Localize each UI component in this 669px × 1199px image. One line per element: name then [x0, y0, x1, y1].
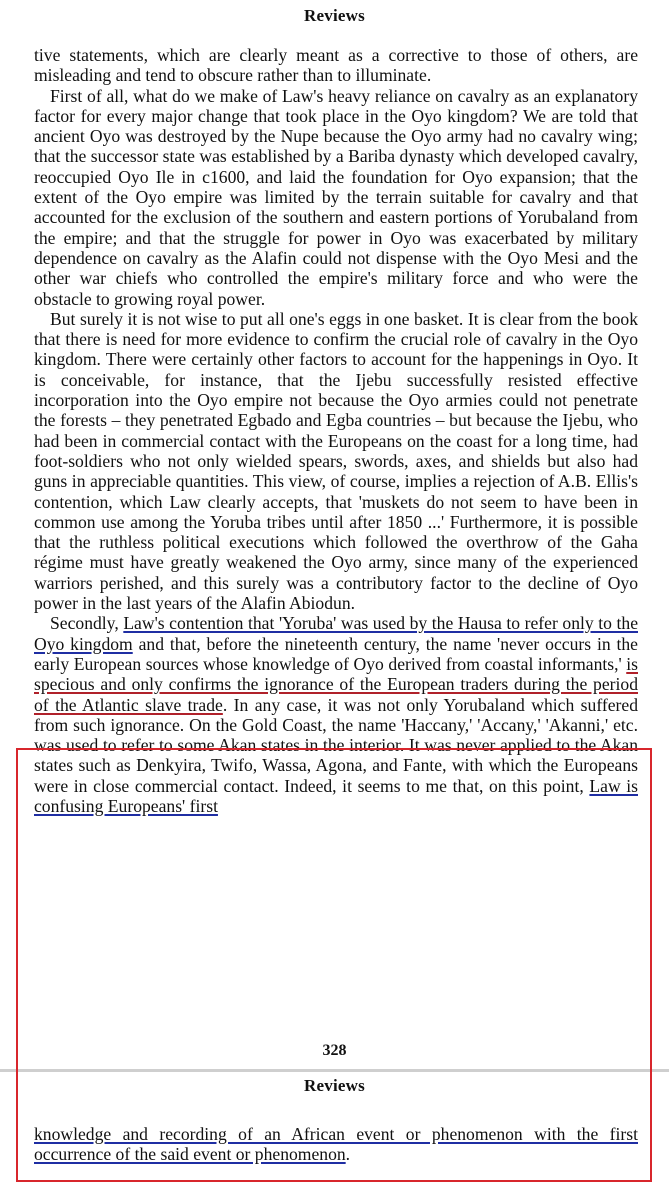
- underlined-passage: knowledge and recording of an African event or phenomenon with the first occurrence of the said event or phenomenon: [34, 1124, 638, 1165]
- page-body-top: [34, 45, 638, 816]
- running-header-bottom: Reviews: [304, 1076, 365, 1095]
- text-run: . In any case, it was not only Yorubaland which suffered from such ignorance. On the Gold Coast, the name 'Haccany,' 'Accany,' 'Akanni,' etc. was used to refer to some Akan states in the interior. It was never applied to the Akan states such as Denkyira, Twifo, Wassa, Agona, and Fante, with which the Europeans were in close commercial contact. Indeed, it seems to me that, on this point,: [34, 694, 638, 796]
- underlined-passage: is specious and only confirms the ignorance of the European traders during the period of the Atlantic slave trade: [34, 653, 638, 715]
- paragraph-cavalry: First of all, what do we make of Law's heavy reliance on cavalry as an explanatory factor for every major change that took place in the Oyo kingdom? We are told that ancient Oyo was destroyed by the Nupe because the Oyo army had no cavalry wing; that the successor state was established by a Bariba dynasty which developed cavalry, reoccupied Oyo Ile in c1600, and laid the foundation for Oyo expansion; that the extent of the Oyo empire was limited by the terrain suitable for cavalry and that accounted for the exclusion of the southern and eastern portions of Yorubaland from the empire; and that the struggle for power in Oyo was exacerbated by military dependence on cavalry as the Alafin could not dispense with the Oyo Mesi and the other war chiefs who controlled the empire's military force and who were the obstacle to growing royal power.: [34, 85, 638, 309]
- text-run: .: [345, 1144, 351, 1165]
- paragraph-continuation: tive statements, which are clearly meant as a corrective to those of others, are misleading and tend to obscure rather than to illuminate.: [34, 45, 638, 86]
- text-run: and that, before the nineteenth century, the name 'never occurs in the early European sources whose knowledge of Oyo derived from coastal informants,': [34, 633, 638, 674]
- running-header-top: Reviews: [304, 6, 365, 25]
- text-run: Secondly,: [50, 613, 124, 634]
- underlined-passage: Law's contention that 'Yoruba' was used by the Hausa to refer only to the Oyo kingdom: [34, 613, 638, 654]
- underlined-passage: Law is confusing Europeans' first: [34, 775, 638, 816]
- paragraph-eggs-basket: But surely it is not wise to put all one's eggs in one basket. It is clear from the book that there is need for more evidence to confirm the crucial role of cavalry in the Oyo kingdom. There were certainly other factors to account for the happenings in Oyo. It is conceivable, for instance, that the Ijebu successfully resisted effective incorporation into the Oyo empire not because the Oyo armies could not penetrate the forests – they penetrated Egbado and Egba countries – but because the Ijebu, who had been in commercial contact with the Europeans on the coast for a long time, had foot-soldiers who not only wielded spears, swords, axes, and shields but also had guns in appreciable quantities. This view, of course, implies a rejection of A.B. Ellis's contention, which Law clearly accepts, that 'muskets do not seem to have been in common use among the Yoruba tribes until after 1850 ...' Furthermore, it is possible that the ruthless political executions which followed the overthrow of the Gaha régime must have greatly weakened the Oyo army, since many of the experienced warriors perished, and this surely was a contributory factor to the decline of Oyo power in the last years of the Alafin Abiodun.: [34, 308, 638, 614]
- page-number: 328: [322, 1042, 347, 1059]
- highlight-box: [16, 748, 652, 1182]
